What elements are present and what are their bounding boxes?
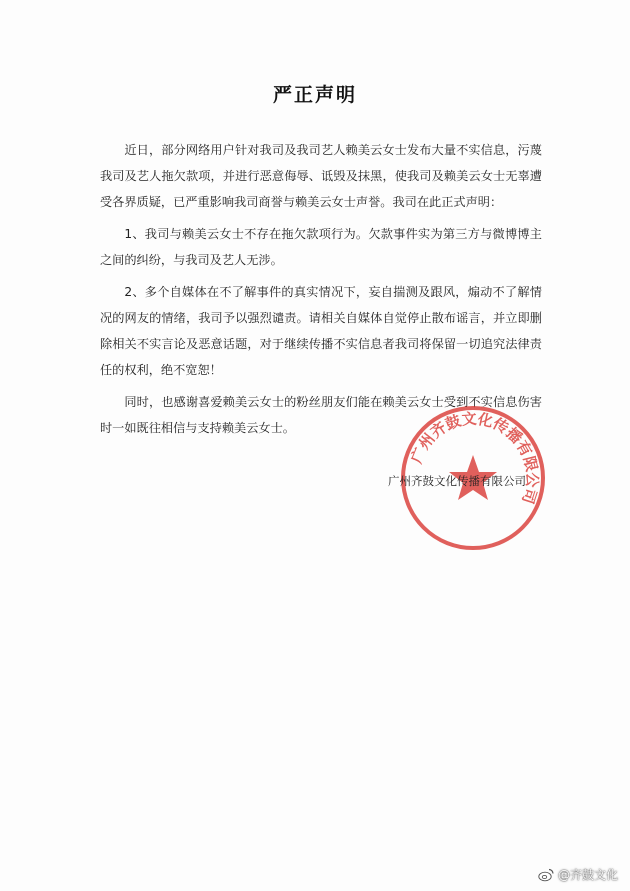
paragraph-intro: 近日，部分网络用户针对我司及我司艺人赖美云女士发布大量不实信息，污蔑我司及艺人拖欠款项，并进行恶意侮辱、诋毁及抹黑，使我司及赖美云女士无辜遭受各界质疑，已严重影响我司商誉与赖美云女士声誉。我司在此正式声明： — [100, 143, 542, 209]
paragraph-closing: 同时，也感谢喜爱赖美云女士的粉丝朋友们能在赖美云女士受到不实信息伤害时一如既往相信与支持赖美云女士。 — [100, 395, 542, 435]
document-body — [100, 137, 542, 447]
paragraph-point-1: 1、我司与赖美云女士不存在拖欠款项行为。欠款事件实为第三方与微博博主之间的纠纷，与我司及艺人无涉。 — [100, 227, 542, 267]
company-signature: 广州齐鼓文化传播有限公司 — [388, 474, 526, 488]
seal-arc-text: 广州齐鼓文化传播有限公司 — [407, 409, 542, 506]
paragraph-point-2: 2、多个自媒体在不了解事件的真实情况下，妄自揣测及跟风，煽动不了解情况的网友的情绪，我司予以强烈谴责。请相关自媒体自觉停止散布谣言，并立即删除相关不实言论及恶意话题，对于继续传播不实信息者我司将保留一切追究法律责任的权利，绝不宽恕！ — [100, 285, 542, 377]
watermark-text: @齐鼓文化 — [557, 868, 618, 882]
document-title: 严正声明 — [272, 84, 357, 106]
weibo-icon — [538, 868, 554, 882]
weibo-watermark — [538, 866, 618, 883]
